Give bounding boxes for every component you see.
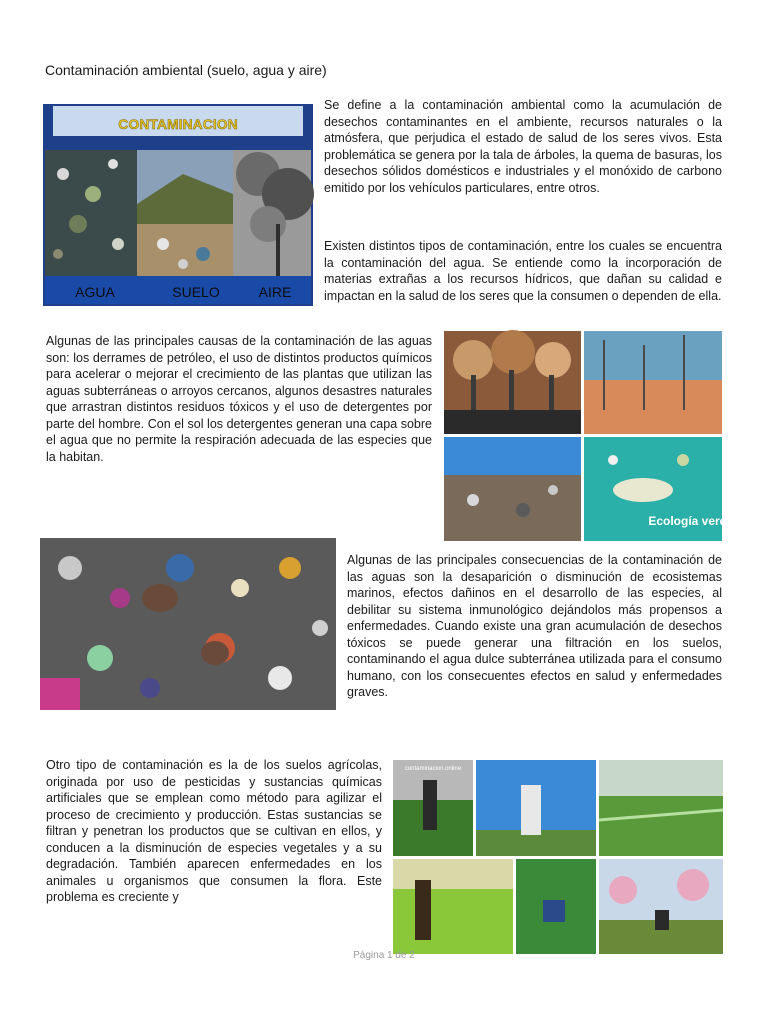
pesticide-watermark: contaminacion.online [404, 766, 462, 772]
page-footer: Página 1 de 2 [353, 950, 415, 961]
water-pollution-grid-image [443, 330, 734, 542]
pesticides-grid-image [393, 760, 723, 954]
collage-banner-text: CONTAMINACION [118, 116, 238, 132]
paragraph-causes: Algunas de las principales causas de la contaminación de las aguas son: los derrames de petróleo, el uso de distintos productos químicos para acelerar o mejorar el crecimiento de las plantas que utilizan las aguas subterráneas o arroyos cercanos, algunos desastres naturales que arrastran distintos residuos tóxicos y el uso de detergentes por parte del hombre. Con el sol los detergentes generan una capa sobre el agua que no permite la respiración adecuada de las especies que la habitan. [46, 334, 432, 464]
garbage-water-image [40, 538, 336, 710]
paragraph-consequences: Algunas de las principales consecuencias de la contaminación de las aguas son la desaparición o disminución de ecosistemas marinos, efectos dañinos en el desarrollo de las especies, al debilitar su sistema inmunológico dejándolos más propensos a enfermedades. Cuando existe una gran acumulación de desechos tóxicos se puede generar una filtración en los suelos, contaminando el agua dulce subterránea utilizada para el consumo humano, con los consecuentes efectos en salud y enfermedades graves. [347, 553, 722, 699]
paragraph-types: Existen distintos tipos de contaminación, entre los cuales se encuentra la contaminación del agua. Se entiende como la incorporación de materias extrañas a los recursos hídricos, que dañan su calidad e impactan en la salud de los seres que la consumen o dependen de ella. [324, 239, 722, 303]
collage-label-aire: AIRE [258, 284, 292, 300]
paragraph-definition: Se define a la contaminación ambiental como la acumulación de desechos contaminantes en el ambiente, recursos naturales o la atmósfera, que perjudica el estado de salud de los seres vivos. Esta problemática se genera por la tala de árboles, la quema de basuras, los desechos sólidos domésticos e industriales y el monóxido de carbono emitido por los vehículos particulares, entre otros. [324, 98, 722, 195]
collage-label-suelo: SUELO [172, 284, 220, 300]
collage-label-agua: AGUA [75, 284, 115, 300]
document-title: Contaminación ambiental (suelo, agua y aire) [45, 62, 327, 78]
grid-watermark: Ecología verde [648, 514, 734, 528]
paragraph-soil: Otro tipo de contaminación es la de los suelos agrícolas, originada por uso de pesticidas y sustancias químicas artificiales que se emplean como método para agilizar el proceso de crecimiento y producción. Estas sustancias se filtran y penetran los productos que se cultivan en ellos, y conducen a la disminución de especies vegetales y a su degradación. También aparecen enfermedades en los animales u organismos que consumen la flora. Este problema es creciente y [46, 758, 382, 904]
contamination-collage-image [43, 104, 313, 306]
